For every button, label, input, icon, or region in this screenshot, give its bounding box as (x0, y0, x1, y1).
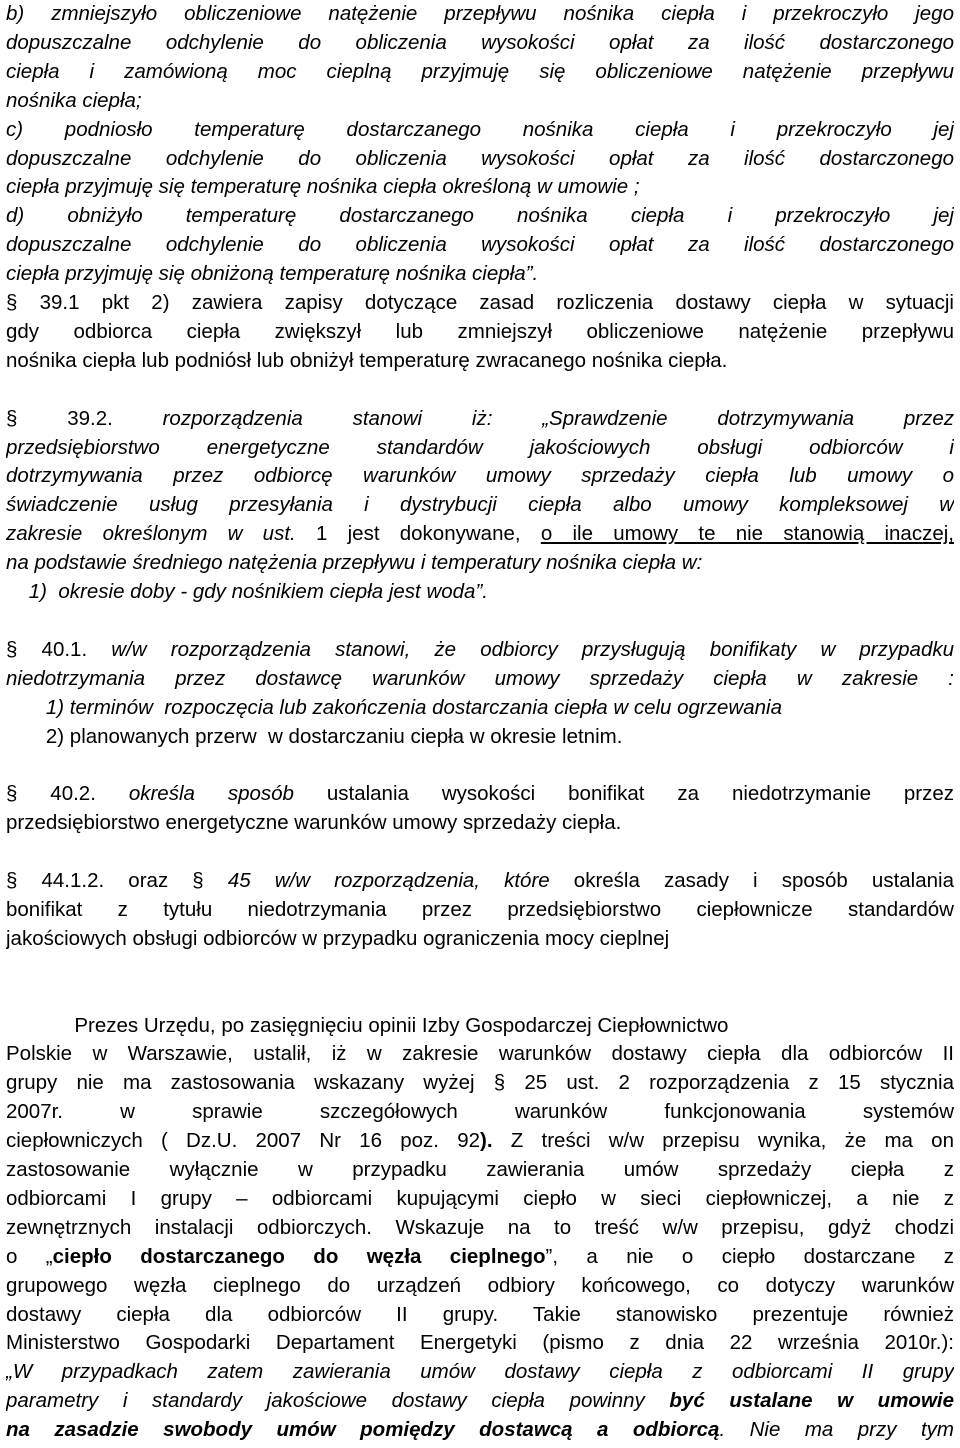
text-run: 1) okresie doby - gdy nośnikiem ciepła jest woda”. (6, 580, 488, 603)
text-run: § 44.1.2. oraz § (6, 869, 228, 892)
text-run: zastosowanie wyłącznie w przypadku zawierania umów sprzedaży ciepła z (6, 1158, 954, 1181)
text-line (6, 58, 954, 86)
text-run: ). (480, 1129, 493, 1153)
text-run: grupowego węzła cieplnego do urządzeń odbiory końcowego, co dotyczy warunków (6, 1273, 954, 1297)
text-run: grupy nie ma zastosowania wskazany wyżej § 25 ust. 2 rozporządzenia z 15 stycznia (6, 1071, 954, 1095)
text-line (6, 318, 954, 346)
text-line (6, 751, 954, 779)
text-run: ustalania wysokości bonifikat za niedotrzymanie przez (293, 782, 954, 806)
text-line (6, 809, 954, 837)
text-line (6, 347, 954, 375)
text-run: określa sposób (128, 782, 294, 806)
text-run: dotrzymywania przez odbiorcę warunków umowy sprzedaży ciepła lub umowy o (6, 464, 954, 488)
text-line (6, 549, 954, 577)
text-run: nośnika ciepła; (6, 88, 142, 112)
text-line (6, 636, 954, 664)
text-line (6, 1156, 954, 1184)
text-run: ciepła przyjmuję się obniżoną temperaturę nośnika ciepła”. (6, 262, 539, 286)
text-run: ”, a nie o ciepło dostarczane z (545, 1244, 954, 1268)
text-line (6, 1301, 954, 1329)
text-line (6, 607, 954, 635)
text-line (6, 954, 954, 982)
text-run: gdy odbiorca ciepła zwiększył lub zmniejszył obliczeniowe natężenie przepływu (6, 319, 954, 343)
text-line (6, 231, 954, 259)
text-run: przedsiębiorstwo energetyczne warunków umowy sprzedaży ciepła. (6, 811, 622, 835)
text-line (6, 173, 954, 201)
text-run: c) podniosło temperaturę dostarczanego nośnika ciepła i przekroczyło jej (6, 117, 954, 141)
text-run: 2007r. w sprawie szczegółowych warunków funkcjonowania systemów (6, 1100, 954, 1124)
text-line (6, 145, 954, 173)
text-run: ciepła i zamówioną moc cieplną przyjmuję się obliczeniowe natężenie przepływu (6, 59, 954, 83)
text-line (6, 723, 954, 751)
text-line (6, 289, 954, 317)
text-line (6, 1012, 954, 1040)
text-line (6, 867, 954, 895)
text-line (6, 405, 954, 433)
text-line (6, 0, 954, 28)
text-line (6, 1069, 954, 1097)
text-line (6, 983, 954, 1011)
text-line (6, 434, 954, 462)
text-run: ciepła przyjmuję się temperaturę nośnika ciepła określoną w umowie ; (6, 175, 640, 199)
text-line (6, 1387, 954, 1415)
text-line (6, 838, 954, 866)
text-run: o „ (6, 1244, 53, 1268)
text-line (6, 520, 954, 548)
text-run: w/w rozporządzenia stanowi, że odbiorcy przysługują bonifikaty w przypadku (111, 637, 954, 661)
text-line (6, 694, 954, 722)
text-line (6, 1185, 954, 1213)
text-run: dopuszczalne odchylenie do obliczenia wysokości opłat za ilość dostarczonego (6, 233, 954, 257)
text-line (6, 29, 954, 57)
text-run: przedsiębiorstwo energetyczne standardów jakościowych obsługi odbiorców i (6, 435, 954, 459)
text-line (6, 462, 954, 490)
text-run: d) obniżyło temperaturę dostarczanego nośnika ciepła i przekroczyło jej (6, 204, 954, 228)
text-run: Polskie w Warszawie, ustalił, iż w zakresie warunków dostawy ciepła dla odbiorców II (6, 1042, 954, 1066)
text-run: Z treści w/w przepisu wynika, że ma on (492, 1129, 954, 1153)
text-run: być ustalane w umowie (669, 1389, 954, 1413)
text-run: dopuszczalne odchylenie do obliczenia wysokości opłat za ilość dostarczonego (6, 30, 954, 54)
text-run: ciepłowniczych ( Dz.U. 2007 Nr 16 poz. 92 (6, 1129, 481, 1153)
text-line (6, 1243, 954, 1271)
text-run: zakresie określonym w ust. (6, 522, 316, 546)
text-run: § 39.1 pkt 2) zawiera zapisy dotyczące zasad rozliczenia dostawy ciepła w sytuacji (6, 291, 954, 314)
text-run: Prezes Urzędu, po zasięgnięciu opinii Izby Gospodarczej Ciepłownictwo (6, 1013, 729, 1037)
text-line (6, 925, 954, 953)
text-line (6, 1127, 954, 1155)
text-run: ciepło dostarczanego do węzła cieplnego (52, 1244, 546, 1268)
text-run: określa zasady i sposób ustalania (549, 869, 954, 892)
text-run: Ministerstwo Gospodarki Departament Energetyki (pismo z dnia 22 września 2010r.): (6, 1331, 954, 1355)
text-line (6, 1040, 954, 1068)
text-run: dostawy ciepła dla odbiorców II grupy. Takie stanowisko prezentuje również (6, 1302, 954, 1326)
text-run: jakościowych obsługi odbiorców w przypadku ograniczenia mocy cieplnej (6, 926, 670, 950)
text-run: na zasadzie swobody umów pomiędzy dostawcą a odbiorcą (6, 1418, 720, 1442)
text-run: niedotrzymania przez dostawcę warunków umowy sprzedaży ciepła w zakresie : (6, 666, 954, 690)
text-run: 2) planowanych przerw w dostarczaniu ciepła w okresie letnim. (6, 724, 623, 748)
text-run: „W przypadkach zatem zawierania umów dostawy ciepła z odbiorcami II grupy (6, 1360, 954, 1384)
text-run: na podstawie średniego natężenia przepływu i temperatury nośnika ciepła w: (6, 551, 703, 575)
text-line (6, 376, 954, 404)
text-line (6, 1329, 954, 1357)
text-run: § 39.2. (6, 406, 163, 430)
text-line (6, 87, 954, 115)
text-line (6, 202, 954, 230)
text-line (6, 1358, 954, 1386)
text-run: bonifikat z tytułu niedotrzymania przez przedsiębiorstwo ciepłownicze standardów (6, 897, 954, 921)
text-line (6, 780, 954, 808)
text-run: § 40.1. (6, 637, 112, 661)
text-run: dopuszczalne odchylenie do obliczenia wysokości opłat za ilość dostarczonego (6, 146, 954, 170)
text-run: 1 jest dokonywane, (315, 522, 541, 546)
text-run: rozporządzenia stanowi iż: „Sprawdzenie dotrzymywania przez (162, 406, 954, 430)
text-line (6, 1416, 954, 1444)
text-run: odbiorcami I grupy – odbiorcami kupującymi ciepło w sieci ciepłowniczej, a nie z (6, 1186, 954, 1210)
text-line (6, 116, 954, 144)
text-line (6, 1098, 954, 1126)
text-run: . Nie ma przy tym (719, 1418, 954, 1442)
text-line (6, 665, 954, 693)
text-run: zewnętrznych instalacji odbiorczych. Wskazuje na to treść w/w przepisu, gdyż chodzi (6, 1215, 954, 1239)
text-run: nośnika ciepła lub podniósł lub obniżył temperaturę zwracanego nośnika ciepła. (6, 348, 728, 372)
text-run: parametry i standardy jakościowe dostawy ciepła powinny (6, 1389, 670, 1413)
text-line (6, 260, 954, 288)
text-line (6, 1214, 954, 1242)
text-run: § 40.2. (6, 782, 129, 806)
text-run: 1) terminów rozpoczęcia lub zakończenia dostarczania ciepła w celu ogrzewania (6, 695, 782, 719)
text-line (6, 896, 954, 924)
text-line (6, 1272, 954, 1300)
text-line (6, 578, 954, 606)
text-run: o ile umowy te nie stanowią inaczej, (540, 522, 954, 546)
text-run: b) zmniejszyło obliczeniowe natężenie przepływu nośnika ciepła i przekroczyło jego (6, 2, 954, 25)
text-line (6, 491, 954, 519)
text-run: świadczenie usług przesyłania i dystrybucji ciepła albo umowy kompleksowej w (6, 493, 954, 517)
text-run: 45 w/w rozporządzenia, które (227, 869, 550, 892)
